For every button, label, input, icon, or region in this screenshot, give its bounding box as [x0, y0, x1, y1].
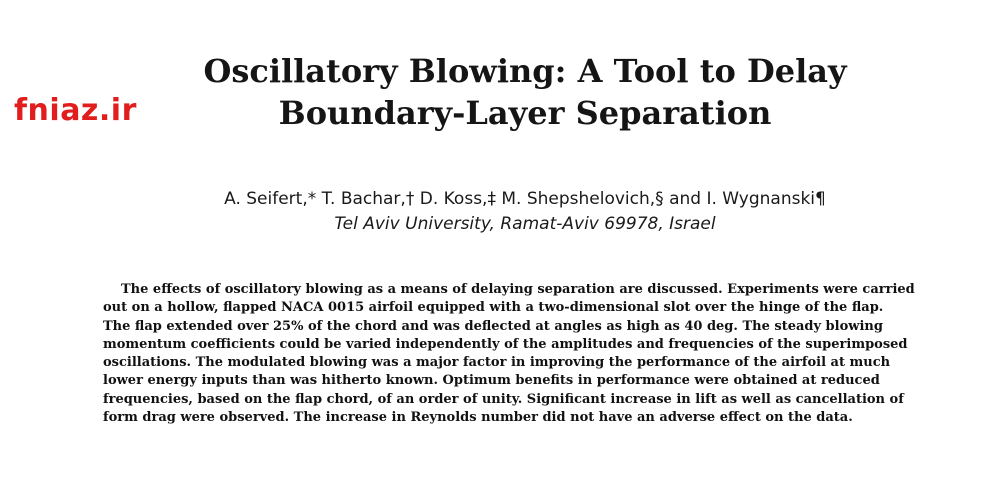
- affiliation: Tel Aviv University, Ramat-Aviv 69978, Israel: [334, 214, 716, 234]
- abstract-line: The flap extended over 25% of the chord and was deflected at angles as high as 40 deg. The steady blowing: [103, 318, 883, 334]
- watermark-logo: fniaz.ir: [14, 93, 137, 128]
- title-line-1: Oscillatory Blowing: A Tool to Delay: [203, 52, 847, 90]
- abstract: [103, 281, 939, 427]
- abstract-line: oscillations. The modulated blowing was a major factor in improving the performance of the airfoil at much: [103, 355, 891, 371]
- author-list: A. Seifert,* T. Bachar,† D. Koss,‡ M. Shepshelovich,§ and I. Wygnanski¶: [224, 189, 826, 209]
- abstract-line: momentum coefficients could be varied independently of the amplitudes and frequencies of the superimposed: [103, 336, 908, 352]
- abstract-line: frequencies, based on the flap chord, of an order of unity. Significant increase in lift as well as cancellation of: [103, 391, 904, 407]
- abstract-line: form drag were observed. The increase in Reynolds number did not have an adverse effect on the data.: [103, 410, 853, 426]
- abstract-line: out on a hollow, flapped NACA 0015 airfoil equipped with a two-dimensional slot over the hinge of the flap.: [103, 300, 884, 316]
- abstract-line: The effects of oscillatory blowing as a means of delaying separation are discussed. Experiments were carried: [121, 282, 915, 297]
- abstract-line: lower energy inputs than was hitherto known. Optimum benefits in performance were obtained at reduced: [103, 373, 880, 389]
- title-line-2: Boundary-Layer Separation: [278, 94, 772, 132]
- paper-title: [150, 50, 900, 134]
